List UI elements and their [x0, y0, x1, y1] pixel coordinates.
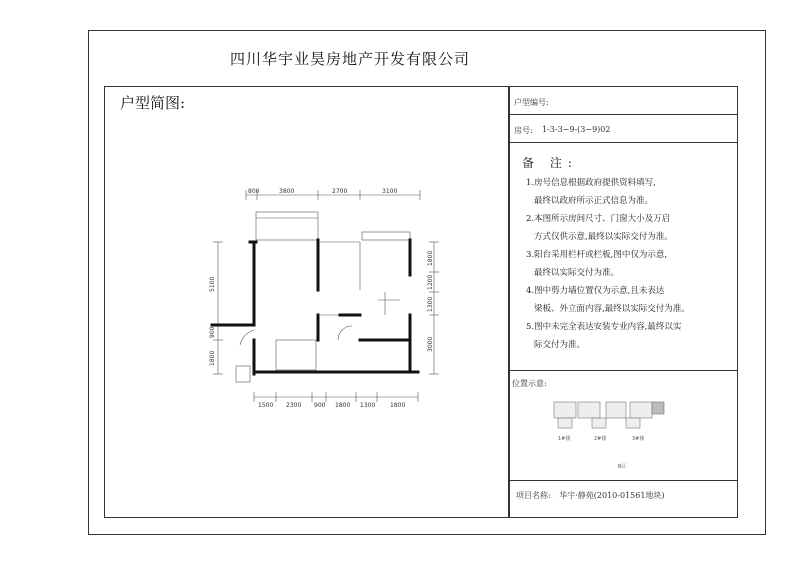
location-map	[548, 396, 668, 476]
note-line-9: 5.图中未完全表达安装专业内容,最终以实	[526, 322, 682, 332]
room-no-value: 1-3-3~9-(3~9)02	[542, 125, 611, 134]
zone-label: B区	[618, 464, 627, 470]
dim-bottom-4: 1300	[360, 402, 376, 409]
building-label-1: 1#楼	[558, 436, 571, 442]
info-divider-4	[508, 480, 738, 481]
dim-bottom-2: 900	[314, 402, 326, 409]
dim-right-2: 1300	[427, 296, 434, 312]
info-divider-3	[508, 370, 738, 371]
dim-right-3: 3000	[427, 336, 434, 352]
building-label-3: 3#楼	[632, 436, 645, 442]
note-line-6: 最终以实际交付为准。	[534, 268, 620, 278]
panel-divider	[508, 86, 510, 518]
note-line-3: 2.本图所示房间尺寸、门窗大小及万启	[526, 214, 671, 224]
dim-top-0: 800	[248, 188, 260, 195]
note-line-4: 方式仅供示意,最终以实际交付为准。	[534, 232, 673, 242]
room-no-label: 房号:	[514, 126, 533, 135]
dim-right-0: 1800	[427, 250, 434, 266]
project-label: 项目名称:	[516, 491, 551, 500]
dim-bottom-3: 1800	[335, 402, 351, 409]
building-label-2: 2#楼	[594, 436, 607, 442]
dim-top-3: 3100	[382, 188, 398, 195]
note-line-8: 梁板、外立面内容,最终以实际交付为准。	[534, 304, 690, 314]
note-line-7: 4.图中剪力墙位置仅为示意,且未表达	[526, 286, 665, 296]
dim-right-1: 1200	[427, 274, 434, 290]
company-name: 四川华宇业昊房地产开发有限公司	[230, 50, 471, 68]
project-name	[516, 490, 665, 501]
dim-left-2: 1800	[209, 350, 216, 366]
dim-bottom-1: 2300	[286, 402, 302, 409]
info-divider-1	[508, 114, 738, 115]
dim-bottom-0: 1500	[258, 402, 274, 409]
note-line-10: 际交付为准。	[534, 340, 586, 350]
note-line-5: 3.阳台采用栏杆或栏板,图中仅为示意,	[526, 250, 668, 260]
project-value: 华宇·静苑(2010-01561地块)	[559, 491, 665, 500]
location-label: 位置示意:	[512, 379, 547, 388]
notes-title: 备 注:	[522, 156, 578, 170]
plan-title: 户型简图:	[120, 94, 186, 112]
info-divider-2	[508, 142, 738, 143]
note-line-1: 1.房号信息根据政府提供资料填写,	[526, 178, 656, 188]
dim-left-0: 5100	[209, 276, 216, 292]
dim-top-2: 2700	[332, 188, 348, 195]
dim-top-1: 3800	[279, 188, 295, 195]
dim-left-1: 900	[209, 326, 216, 338]
note-line-2: 最终以政府所示正式信息为准。	[534, 196, 654, 206]
unit-code-label: 户型编号:	[514, 98, 549, 107]
dim-bottom-5: 1800	[390, 402, 406, 409]
